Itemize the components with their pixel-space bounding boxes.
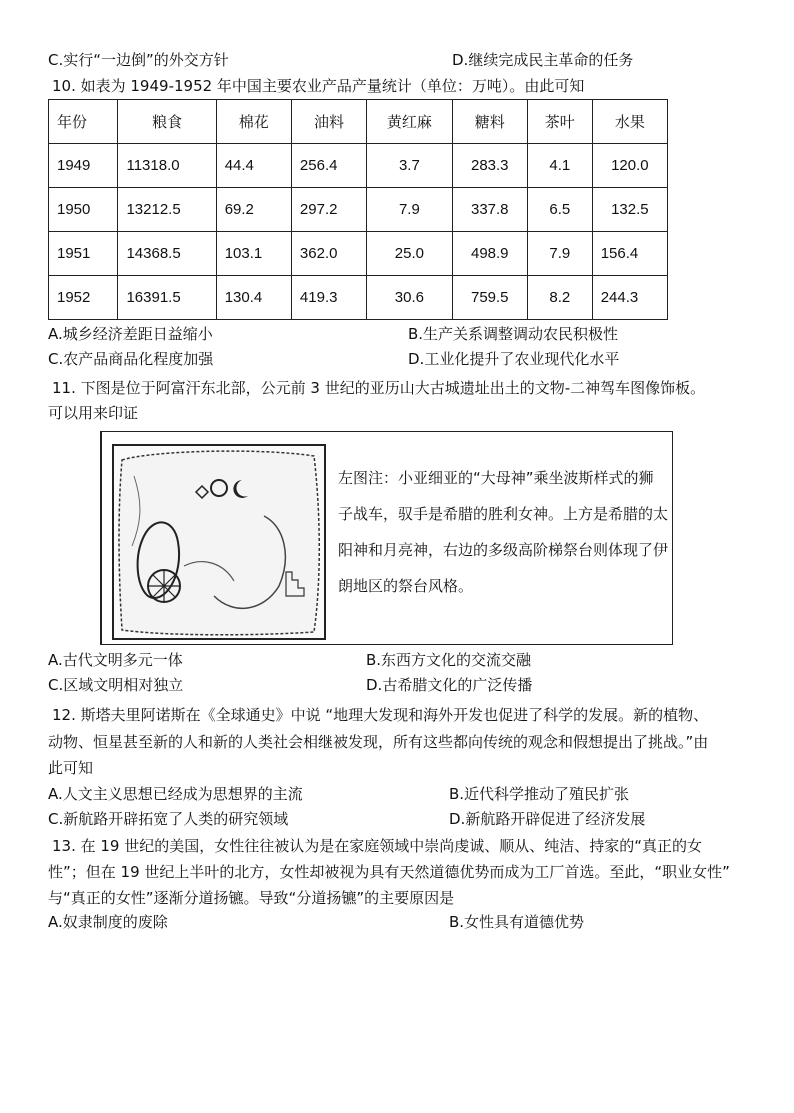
artifact-caption: 左图注：小亚细亚的“大母神”乘坐波斯样式的狮子战车，驭手是希腊的胜利女神。上方是希腊的太阳神和月亮神，右边的多级高阶梯祭台则体现了伊朗地区的祭台风格。 [338,469,669,595]
table-cell: 337.8 [452,188,527,232]
q12-stem-line3: 此可知 [48,759,94,777]
table-header-cell: 棉花 [216,100,291,144]
table-cell: 11318.0 [118,144,216,188]
table-cell: 283.3 [452,144,527,188]
table-cell: 120.0 [592,144,667,188]
table-cell: 1951 [49,232,118,276]
table-row [49,276,668,320]
q11-option-d: D.古希腊文化的广泛传播 [366,676,533,694]
table-cell: 362.0 [291,232,366,276]
q9-option-c: C.实行“一边倒”的外交方针 [48,51,229,69]
table-cell: 25.0 [367,232,453,276]
table-cell: 103.1 [216,232,291,276]
table-header-cell: 油料 [291,100,366,144]
q10-stem: 10. 如表为 1949-1952 年中国主要农业产品产量统计（单位：万吨）。由此可知 [52,77,585,95]
table-cell: 256.4 [291,144,366,188]
table-cell: 8.2 [527,276,592,320]
q13-option-a: A.奴隶制度的废除 [48,913,168,931]
table-header-cell: 年份 [49,100,118,144]
table-cell: 16391.5 [118,276,216,320]
q11-option-c: C.区域文明相对独立 [48,676,184,694]
table-header-cell: 黄红麻 [367,100,453,144]
q10-option-a: A.城乡经济差距日益缩小 [48,325,213,343]
q11-option-b: B.东西方文化的交流交融 [366,651,532,669]
q10-option-d: D.工业化提升了农业现代化水平 [408,350,620,368]
table-cell: 1950 [49,188,118,232]
table-header-cell: 水果 [592,100,667,144]
q9-option-d: D.继续完成民主革命的任务 [452,51,634,69]
q12-option-d: D.新航路开辟促进了经济发展 [449,810,646,828]
q12-option-b: B.近代科学推动了殖民扩张 [449,785,630,803]
q10-option-b: B.生产关系调整调动农民积极性 [408,325,619,343]
q12-option-a: A.人文主义思想已经成为思想界的主流 [48,785,303,803]
table-cell: 69.2 [216,188,291,232]
q13-stem-line2: 性”；但在 19 世纪上半叶的北方，女性却被视为具有天然道德优势而成为工厂首选。至此，“职业女性” [48,863,730,881]
table-row [49,144,668,188]
table-cell: 6.5 [527,188,592,232]
table-cell: 3.7 [367,144,453,188]
table-cell: 244.3 [592,276,667,320]
table-header-cell: 糖料 [452,100,527,144]
table-cell: 132.5 [592,188,667,232]
table-cell: 130.4 [216,276,291,320]
table-cell: 14368.5 [118,232,216,276]
table-row [49,232,668,276]
table-header-row [49,100,668,144]
table-cell: 1952 [49,276,118,320]
table-cell: 419.3 [291,276,366,320]
artifact-figure-box [100,431,673,645]
table-cell: 1949 [49,144,118,188]
q11-stem-line1: 11. 下图是位于阿富汗东北部，公元前 3 世纪的亚历山大古城遗址出土的文物-二神驾车图像饰板。 [52,379,706,397]
table-cell: 759.5 [452,276,527,320]
q13-stem-line1: 13. 在 19 世纪的美国，女性往往被认为是在家庭领域中崇尚虔诚、顺从、纯洁、持家的“真正的女 [52,837,703,855]
table-row [49,188,668,232]
table-cell: 156.4 [592,232,667,276]
q12-option-c: C.新航路开辟拓宽了人类的研究领域 [48,810,289,828]
table-cell: 13212.5 [118,188,216,232]
table-cell: 7.9 [527,232,592,276]
table-header-cell: 茶叶 [527,100,592,144]
table-header-cell: 粮食 [118,100,216,144]
table-cell: 4.1 [527,144,592,188]
q13-stem-line3: 与“真正的女性”逐渐分道扬镳。导致“分道扬镳”的主要原因是 [48,889,455,907]
table-cell: 44.4 [216,144,291,188]
q13-option-b: B.女性具有道德优势 [449,913,585,931]
q12-stem-line2: 动物、恒星甚至新的人和新的人类社会相继被发现，所有这些都向传统的观念和假想提出了挑战。”由 [48,733,709,751]
production-table [48,99,668,320]
table-cell: 30.6 [367,276,453,320]
table-cell: 297.2 [291,188,366,232]
chariot-plaque-sketch [114,446,324,638]
table-cell: 7.9 [367,188,453,232]
q11-option-a: A.古代文明多元一体 [48,651,183,669]
table-cell: 498.9 [452,232,527,276]
q10-option-c: C.农产品商品化程度加强 [48,350,214,368]
q11-stem-line2: 可以用来印证 [48,404,139,422]
q12-stem-line1: 12. 斯塔夫里阿诺斯在《全球通史》中说 “地理大发现和海外开发也促进了科学的发展。新的植物、 [52,706,709,724]
artifact-plaque-image [112,444,326,640]
